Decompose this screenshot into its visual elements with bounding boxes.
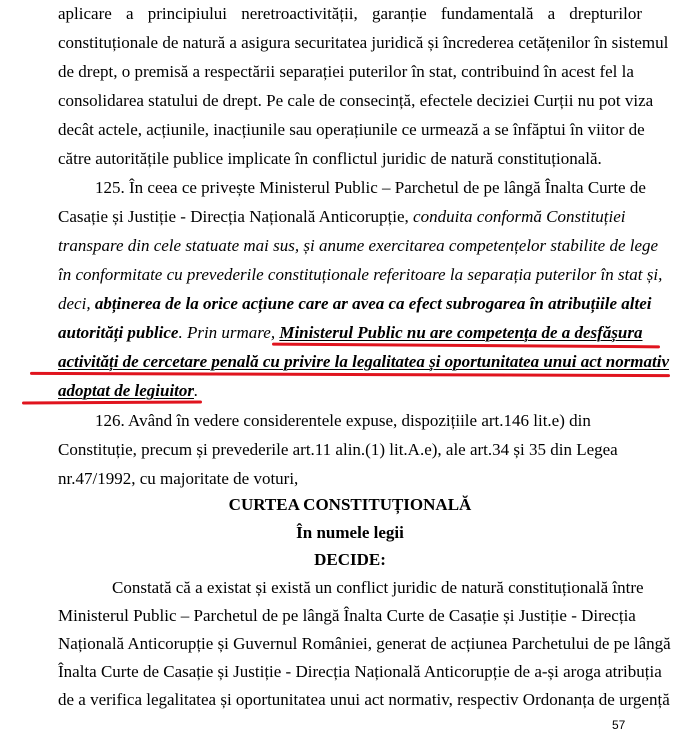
in-name-of-law-heading: În numele legii bbox=[296, 523, 404, 542]
page-number: 57 bbox=[612, 718, 626, 732]
text-line bbox=[58, 206, 626, 228]
text-line bbox=[58, 3, 642, 25]
text-line: de drept, o premisă a respectării separației puterilor în stat, contribuind în acest fel la bbox=[58, 62, 634, 81]
text-line: 126. Având în vedere considerentele expuse, dispozițiile art.146 lit.e) din bbox=[95, 411, 591, 430]
word: a bbox=[125, 4, 134, 23]
italic-text: . Prin urmare, bbox=[178, 323, 280, 342]
text-line bbox=[58, 380, 198, 402]
text-line: Ministerul Public – Parchetul de pe lângă Înalta Curte de Casație și Justiție - Direcția bbox=[58, 606, 636, 625]
text-line: Înalta Curte de Casație și Justiție - Direcția Națională Anticorupție de a-și aroga atribuția bbox=[58, 662, 662, 681]
word: principiului bbox=[147, 4, 228, 23]
text-segment: Casație și Justiție - Direcția Națională Anticorupție, bbox=[58, 207, 409, 226]
italic-text: deci, bbox=[58, 294, 95, 313]
text-line: Constată că a existat și există un conflict juridic de natură constituțională între bbox=[112, 578, 644, 597]
bold-italic-text: autorități publice bbox=[58, 323, 179, 342]
word: aplicare bbox=[58, 4, 112, 23]
text-line bbox=[58, 293, 652, 315]
text-line: de a verifica legalitatea și oportunitatea unui act normativ, respectiv Ordonanța de urgență bbox=[58, 690, 670, 709]
red-highlight-underline bbox=[22, 401, 202, 405]
text-line: către autoritățile publice implicate în conflictul juridic de natură constituțională. bbox=[58, 149, 602, 168]
text-line bbox=[58, 322, 643, 344]
word: neretroactivității, bbox=[241, 4, 358, 23]
word: drepturilor bbox=[569, 4, 642, 23]
text-line: consolidarea statului de drept. Pe cale de consecință, efectele deciziei Curții nu pot viza bbox=[58, 91, 654, 110]
word: fundamentală bbox=[440, 4, 534, 23]
underlined-emphasis: Ministerul Public nu are competența de a desfășura bbox=[279, 323, 643, 342]
court-heading: CURTEA CONSTITUȚIONALĂ bbox=[228, 495, 472, 514]
italic-text: . bbox=[194, 381, 199, 400]
text-line: transpare din cele statuate mai sus, și anume exercitarea competențelor stabilite de lege bbox=[58, 236, 659, 255]
text-line: în conformitate cu prevederile constituționale referitoare la separația puterilor în stat și, bbox=[58, 265, 663, 284]
bold-italic-text: abținerea de la orice acțiune care ar avea ca efect subrogarea în atribuțiile altei bbox=[94, 294, 652, 313]
text-line: constituționale de natură a asigura securitatea juridică și încrederea cetățenilor în sistemul bbox=[58, 33, 669, 52]
underlined-emphasis-line: activități de cercetare penală cu privire la legalitatea și oportunitatea unui act normativ bbox=[58, 352, 670, 371]
word: a bbox=[547, 4, 556, 23]
text-line: nr.47/1992, cu majoritate de voturi, bbox=[58, 469, 299, 488]
text-line: Națională Anticorupție și Guvernul României, generat de acțiunea Parchetului de pe lângă bbox=[58, 634, 671, 653]
word: garanție bbox=[371, 4, 427, 23]
text-line: decât actele, acțiunile, inacțiunile sau operațiunile ce urmează a se înfăptui în viitor de bbox=[58, 120, 645, 139]
text-line: 125. În ceea ce privește Ministerul Public – Parchetul de pe lângă Înalta Curte de bbox=[95, 178, 646, 197]
decide-heading: DECIDE: bbox=[314, 550, 386, 569]
underlined-emphasis: adoptat de legiuitor bbox=[58, 381, 194, 400]
text-line: Constituție, precum și prevederile art.11 alin.(1) lit.A.e), ale art.34 și 35 din Legea bbox=[58, 440, 618, 459]
italic-text: conduita conformă Constituției bbox=[408, 207, 626, 226]
